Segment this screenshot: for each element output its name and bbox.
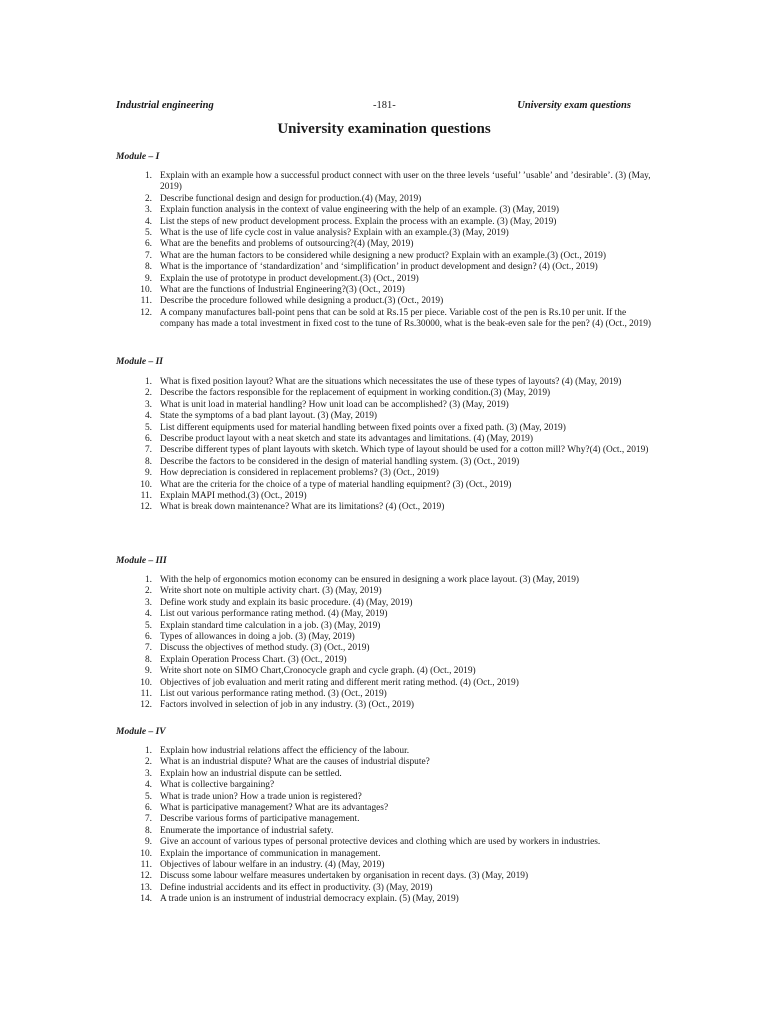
question-item <box>116 655 656 666</box>
question-list <box>116 171 656 331</box>
question-text: Discuss some labour welfare measures undertaken by organisation in recent days. (3) (May, 2019) <box>160 871 529 882</box>
question-item <box>116 217 656 228</box>
question-text: What is the importance of ‘standardization’ and ‘simplification’ in product development and design? (4) (Oct., 2019) <box>160 262 598 273</box>
question-number: 4. <box>144 411 152 422</box>
question-item <box>116 491 656 502</box>
question-item <box>116 434 656 445</box>
question-item <box>116 746 656 757</box>
question-item <box>116 239 656 250</box>
question-item <box>116 296 656 307</box>
question-item <box>116 480 656 491</box>
question-item <box>116 411 656 422</box>
question-number: 8. <box>144 456 152 467</box>
question-text: Define work study and explain its basic procedure. (4) (May, 2019) <box>160 597 413 608</box>
question-text: What are the human factors to be considered while designing a new product? Explain with an example.(3) (Oct., 2019) <box>160 250 606 261</box>
question-item <box>116 171 656 194</box>
question-number: 4. <box>144 609 152 620</box>
question-number: 1. <box>144 171 152 181</box>
question-number: 3. <box>144 399 152 410</box>
module-heading: Module – IV <box>116 727 166 737</box>
running-header-subject: Industrial engineering <box>116 100 214 111</box>
question-item <box>116 792 656 803</box>
question-number: 12. <box>140 700 152 711</box>
question-item <box>116 837 656 848</box>
question-number: 8. <box>144 654 152 665</box>
question-text: How depreciation is considered in replacement problems? (3) (Oct., 2019) <box>160 468 439 479</box>
question-number: 3. <box>144 597 152 608</box>
question-item <box>116 445 656 456</box>
question-number: 5. <box>144 791 152 802</box>
question-number: 12. <box>140 502 152 513</box>
question-text: A trade union is an instrument of industrial democracy explain. (5) (May, 2019) <box>160 894 459 905</box>
question-text: Describe various forms of participative management. <box>160 814 360 825</box>
question-item <box>116 860 656 871</box>
question-item <box>116 780 656 791</box>
question-item <box>116 377 656 388</box>
question-text: Explain the use of prototype in product development.(3) (Oct., 2019) <box>160 273 419 284</box>
question-text: Explain standard time calculation in a job. (3) (May, 2019) <box>160 620 381 631</box>
question-text: What is trade union? How a trade union is registered? <box>160 791 362 802</box>
question-text: Explain function analysis in the context of value engineering with the help of an example. (3) (May, 2019) <box>160 205 560 216</box>
question-text: What is break down maintenance? What are its limitations? (4) (Oct., 2019) <box>160 502 445 513</box>
question-number: 6. <box>144 434 152 445</box>
question-item <box>116 423 656 434</box>
question-text: Describe the factors to be considered in the design of material handling system. (3) (Oct., 2019) <box>160 456 520 467</box>
question-item <box>116 400 656 411</box>
question-list <box>116 746 656 906</box>
question-number: 6. <box>144 803 152 814</box>
question-text: Describe the factors responsible for the replacement of equipment in working condition.(3) (May, 2019) <box>160 388 551 399</box>
question-number: 2. <box>144 757 152 768</box>
question-number: 7. <box>144 643 152 654</box>
question-item <box>116 894 656 905</box>
question-item <box>116 194 656 205</box>
question-text: What is collective bargaining? <box>160 780 275 791</box>
question-number: 11. <box>140 689 152 700</box>
question-number: 9. <box>144 468 152 479</box>
question-text: Explain Operation Process Chart. (3) (Oct., 2019) <box>160 654 347 665</box>
question-item <box>116 700 656 711</box>
question-text: What is an industrial dispute? What are the causes of industrial dispute? <box>160 757 430 768</box>
question-item <box>116 871 656 882</box>
question-number: 4. <box>144 780 152 791</box>
module-heading: Module – III <box>116 556 167 566</box>
question-item <box>116 666 656 677</box>
question-text: With the help of ergonomics motion economy can be ensured in designing a work place layout. (3) (May, 2019) <box>160 575 580 585</box>
question-list <box>116 377 656 514</box>
question-number: 5. <box>144 228 152 239</box>
question-item <box>116 228 656 239</box>
question-text: What is unit load in material handling? How unit load can be accomplished? (3) (May, 2019) <box>160 399 509 410</box>
question-number: 3. <box>144 768 152 779</box>
question-text: A company manufactures ball-point pens that can be sold at Rs.15 per piece. Variable cost of the pen is Rs.10 per unit. If the company has made a total investment in fixed cost to the tune of Rs.30000, what is the beak-even sale for the pen? (4) (Oct., 2019) <box>160 307 652 330</box>
question-text: What are the criteria for the choice of a type of material handling equipment? (3) (Oct., 2019) <box>160 479 512 490</box>
question-number: 11. <box>140 860 152 871</box>
question-text: Explain with an example how a successful product connect with user on the three levels ‘useful’ ’usable’ and ’desirable’. (3) (May, 2019) <box>160 171 651 193</box>
question-text: List out various performance rating method. (3) (Oct., 2019) <box>160 689 387 700</box>
question-number: 9. <box>144 837 152 848</box>
question-number: 10. <box>140 479 152 490</box>
question-text: What is fixed position layout? What are the situations which necessitates the use of these types of layouts? (4) (May, 2019) <box>160 377 622 387</box>
question-text: Write short note on SIMO Chart,Cronocycle graph and cycle graph. (4) (Oct., 2019) <box>160 666 476 677</box>
question-item <box>116 849 656 860</box>
question-text: What are the functions of Industrial Engineering?(3) (Oct., 2019) <box>160 285 405 296</box>
question-item <box>116 632 656 643</box>
page-title: University examination questions <box>277 121 491 137</box>
question-text: Describe different types of plant layouts with sketch. Which type of layout should be used for a cotton mill? Why?(4) (Oct., 2019) <box>160 445 649 456</box>
question-number: 3. <box>144 205 152 216</box>
question-item <box>116 205 656 216</box>
question-number: 4. <box>144 216 152 227</box>
question-number: 7. <box>144 445 152 456</box>
question-text: Objectives of job evaluation and merit rating and different merit rating method. (4) (Oct., 2019) <box>160 677 519 688</box>
question-item <box>116 388 656 399</box>
question-number: 10. <box>140 285 152 296</box>
running-header-section: University exam questions <box>517 100 631 111</box>
question-number: 2. <box>144 388 152 399</box>
question-number: 9. <box>144 273 152 284</box>
question-text: List different equipments used for material handling between fixed points over a fixed path. (3) (May, 2019) <box>160 422 566 433</box>
question-item <box>116 457 656 468</box>
question-text: Types of allowances in doing a job. (3) (May, 2019) <box>160 632 355 643</box>
question-number: 11. <box>140 296 152 307</box>
question-item <box>116 803 656 814</box>
question-text: List the steps of new product development process. Explain the process with an example. (3) (May, 2019) <box>160 216 557 227</box>
question-number: 12. <box>140 871 152 882</box>
question-item <box>116 621 656 632</box>
question-item <box>116 814 656 825</box>
question-item <box>116 308 656 331</box>
module-heading: Module – II <box>116 357 163 367</box>
question-text: List out various performance rating method. (4) (May, 2019) <box>160 609 388 620</box>
question-text: Factors involved in selection of job in any industry. (3) (Oct., 2019) <box>160 700 415 711</box>
module-heading: Module – I <box>116 152 160 162</box>
question-item <box>116 609 656 620</box>
question-number: 5. <box>144 422 152 433</box>
question-text: Describe the procedure followed while designing a product.(3) (Oct., 2019) <box>160 296 444 307</box>
question-item <box>116 678 656 689</box>
question-number: 12. <box>140 307 152 318</box>
question-text: Define industrial accidents and its effect in productivity. (3) (May, 2019) <box>160 882 433 893</box>
question-number: 1. <box>144 746 152 756</box>
question-text: Give an account of various types of personal protective devices and clothing which are used by workers in industries. <box>160 837 601 848</box>
question-number: 11. <box>140 491 152 502</box>
question-item <box>116 757 656 768</box>
question-text: Describe product layout with a neat sketch and state its advantages and limitations. (4) (May, 2019) <box>160 434 533 445</box>
question-number: 7. <box>144 814 152 825</box>
question-item <box>116 826 656 837</box>
question-number: 8. <box>144 825 152 836</box>
question-item <box>116 285 656 296</box>
question-number: 1. <box>144 377 152 387</box>
question-text: Describe functional design and design for production.(4) (May, 2019) <box>160 193 422 204</box>
question-text: Explain MAPI method.(3) (Oct., 2019) <box>160 491 307 502</box>
question-text: What is participative management? What are its advantages? <box>160 803 389 814</box>
question-number: 6. <box>144 632 152 643</box>
question-item <box>116 769 656 780</box>
question-text: Enumerate the importance of industrial safety. <box>160 825 334 836</box>
question-text: What are the benefits and problems of outsourcing?(4) (May, 2019) <box>160 239 414 250</box>
question-item <box>116 502 656 513</box>
question-text: Objectives of labour welfare in an industry. (4) (May, 2019) <box>160 860 385 871</box>
question-text: Explain how industrial relations affect the efficiency of the labour. <box>160 746 410 756</box>
question-number: 8. <box>144 262 152 273</box>
question-number: 13. <box>140 882 152 893</box>
question-text: Discuss the objectives of method study. (3) (Oct., 2019) <box>160 643 370 654</box>
question-number: 10. <box>140 677 152 688</box>
question-number: 14. <box>140 894 152 905</box>
question-list <box>116 575 656 712</box>
question-number: 10. <box>140 848 152 859</box>
question-item <box>116 586 656 597</box>
question-item <box>116 274 656 285</box>
question-number: 6. <box>144 239 152 250</box>
question-number: 1. <box>144 575 152 585</box>
question-number: 9. <box>144 666 152 677</box>
question-number: 7. <box>144 250 152 261</box>
question-item <box>116 689 656 700</box>
question-item <box>116 883 656 894</box>
question-item <box>116 262 656 273</box>
question-item <box>116 575 656 586</box>
question-number: 2. <box>144 586 152 597</box>
question-number: 2. <box>144 193 152 204</box>
page-number: -181- <box>373 100 396 111</box>
question-item <box>116 598 656 609</box>
question-number: 5. <box>144 620 152 631</box>
question-text: Explain the importance of communication in management. <box>160 848 381 859</box>
question-text: What is the use of life cycle cost in value analysis? Explain with an example.(3) (May, 2019) <box>160 228 509 239</box>
question-item <box>116 643 656 654</box>
question-text: Write short note on multiple activity chart. (3) (May, 2019) <box>160 586 382 597</box>
question-text: State the symptoms of a bad plant layout. (3) (May, 2019) <box>160 411 378 422</box>
question-text: Explain how an industrial dispute can be settled. <box>160 768 342 779</box>
question-item <box>116 468 656 479</box>
question-item <box>116 251 656 262</box>
